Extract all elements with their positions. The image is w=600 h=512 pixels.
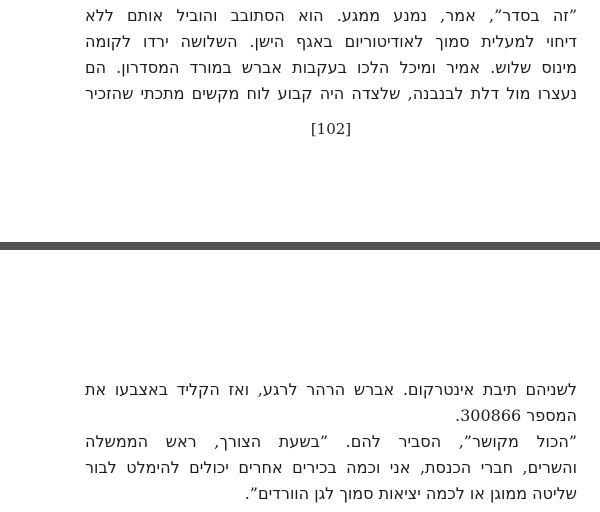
text-line: ”זה בסדר”, אמר, נמנע ממגע. הוא הסתובב והוביל אותם ללא [85,6,577,25]
text-line: המספר 300866. [455,406,577,425]
page-number: [102] [310,120,352,138]
text-line: מינוס שלוש. אמיר ומיכל הלכו בעקבות אברש במורד המסדרון. הם [85,58,577,77]
text-line: שליטה ממוגן או לכמה יציאות סמוך לגן הוורדים”. [244,484,577,503]
text-line: לשניהם תיבת אינטרקום. אברש הרהר לרגע, ואז הקליד באצבעו את [85,380,577,399]
page-top [85,3,577,138]
text-line: דיחוי למעלית סמוך לאודיטוריום באגף הישן. השלושה ירדו לקומה [85,32,577,51]
text-line: והשרים, חברי הכנסת, אני וכמה בכירים אחרים יכולים להימלט לבור [85,458,577,477]
page-bottom [85,377,577,507]
text-line: ”הכול מקושר”, הסביר להם. ”בשעת הצורך, ראש הממשלה [85,432,578,451]
text-line: נעצרו מול דלת לבנבנה, שלצדה היה קבוע לוח מקשים מתכתי שהזכיר [85,84,577,103]
page-break-divider [0,242,600,250]
